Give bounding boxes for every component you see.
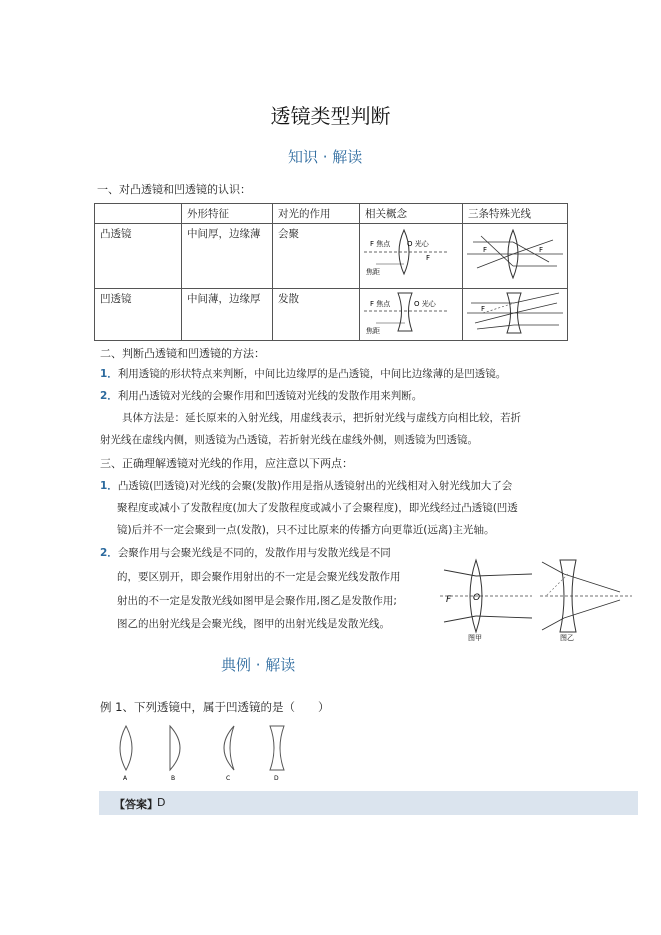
option-a-lens xyxy=(120,726,132,770)
concave-concept-diagram xyxy=(360,289,452,337)
method-line: 具体方法是：延长原来的入射光线，用虚线表示，把折射光线与虚线方向相比较，若折 xyxy=(122,412,521,424)
option-b-lens xyxy=(170,726,180,770)
table-header-cell: 外形特征 xyxy=(182,204,273,224)
table-header-row xyxy=(95,204,568,224)
page-title: 透镜类型判断 xyxy=(270,104,391,128)
list-item: 1．凸透镜(凹透镜)对光线的会聚(发散)作用是指从透镜射出的光线相对入射光线加大了会 xyxy=(100,480,513,492)
convex-rays-diagram xyxy=(463,224,567,284)
figure-caption-yi: 图乙 xyxy=(560,634,574,642)
answer-value: D xyxy=(157,796,166,809)
list-item-continuation: 镜)后并不一定会聚到一点(发散)，只不过比原来的传播方向更靠近(远离)主光轴。 xyxy=(117,524,495,536)
answer-label: 【答案】 xyxy=(114,798,158,811)
svg-text:F: F xyxy=(446,595,452,605)
table-cell-effect: 发散 xyxy=(273,289,360,341)
concave-rays-diagram xyxy=(463,289,567,337)
table-cell-lens-name: 凸透镜 xyxy=(95,224,182,289)
svg-text:O 光心: O 光心 xyxy=(407,240,429,248)
table-cell-concept xyxy=(360,289,463,341)
convex-concept-diagram xyxy=(360,224,452,284)
option-a-label: A xyxy=(123,775,128,782)
section-1-heading: 一、对凸透镜和凹透镜的认识： xyxy=(97,183,251,196)
list-item: 2．会聚作用与会聚光线是不同的，发散作用与发散光线是不同 xyxy=(100,547,391,559)
lens-comparison-table xyxy=(94,203,568,341)
table-header-cell: 对光的作用 xyxy=(273,204,360,224)
svg-text:O: O xyxy=(473,593,481,603)
svg-text:F 焦点: F 焦点 xyxy=(370,240,391,248)
svg-text:焦距: 焦距 xyxy=(366,327,380,335)
option-d-label: D xyxy=(274,775,279,782)
table-cell-lens-name: 凹透镜 xyxy=(95,289,182,341)
svg-text:焦距: 焦距 xyxy=(366,268,380,276)
example-options-figure xyxy=(108,722,298,782)
svg-text:O 光心: O 光心 xyxy=(414,300,436,308)
table-cell-shape: 中间薄，边缘厚 xyxy=(182,289,273,341)
method-line: 射光线在虚线内侧，则透镜为凸透镜，若折射光线在虚线外侧，则透镜为凹透镜。 xyxy=(100,434,478,446)
figure-caption-jia: 图甲 xyxy=(468,634,482,642)
list-item-continuation: 图乙的出射光线是会聚光线，图甲的出射光线是发散光线。 xyxy=(117,618,390,630)
svg-text:F: F xyxy=(539,246,544,254)
answer-box xyxy=(99,791,638,815)
option-c-lens xyxy=(224,726,234,770)
list-item-continuation: 射出的不一定是发散光线如图甲是会聚作用,图乙是发散作用; xyxy=(117,595,397,607)
list-item: 1．利用透镜的形状特点来判断，中间比边缘厚的是凸透镜，中间比边缘薄的是凹透镜。 xyxy=(100,368,507,380)
list-item: 2．利用凸透镜对光线的会聚作用和凹透镜对光线的发散作用来判断。 xyxy=(100,390,423,402)
table-row xyxy=(95,224,568,289)
list-item-continuation: 的，要区别开，即会聚作用射出的不一定是会聚光线发散作用 xyxy=(117,571,401,583)
svg-text:F: F xyxy=(481,305,486,313)
option-c-label: C xyxy=(226,775,231,782)
option-b-label: B xyxy=(171,775,176,782)
svg-text:F: F xyxy=(426,254,431,262)
example-question: 例 1、下列透镜中，属于凹透镜的是（ ） xyxy=(100,700,330,714)
section-3-heading: 三、正确理解透镜对光线的作用，应注意以下两点： xyxy=(100,457,353,470)
table-cell-shape: 中间厚，边缘薄 xyxy=(182,224,273,289)
table-cell-special-rays xyxy=(463,224,568,289)
table-cell-concept xyxy=(360,224,463,289)
table-cell-special-rays xyxy=(463,289,568,341)
table-header-cell: 三条特殊光线 xyxy=(463,204,568,224)
knowledge-heading: 知识 · 解读 xyxy=(288,148,363,166)
example-heading: 典例 · 解读 xyxy=(221,656,296,674)
list-item-continuation: 聚程度或减小了发散程度(加大了发散程度或减小了会聚程度)，即光线经过凸透镜(凹透 xyxy=(117,502,518,514)
table-header-cell: 相关概念 xyxy=(360,204,463,224)
svg-text:F: F xyxy=(483,246,488,254)
table-row xyxy=(95,289,568,341)
lens-figures xyxy=(436,552,636,644)
table-cell-effect: 会聚 xyxy=(273,224,360,289)
svg-text:F 焦点: F 焦点 xyxy=(370,300,391,308)
option-d-lens xyxy=(270,726,284,770)
table-header-cell xyxy=(95,204,182,224)
section-2-heading: 二、判断凸透镜和凹透镜的方法： xyxy=(100,347,265,360)
